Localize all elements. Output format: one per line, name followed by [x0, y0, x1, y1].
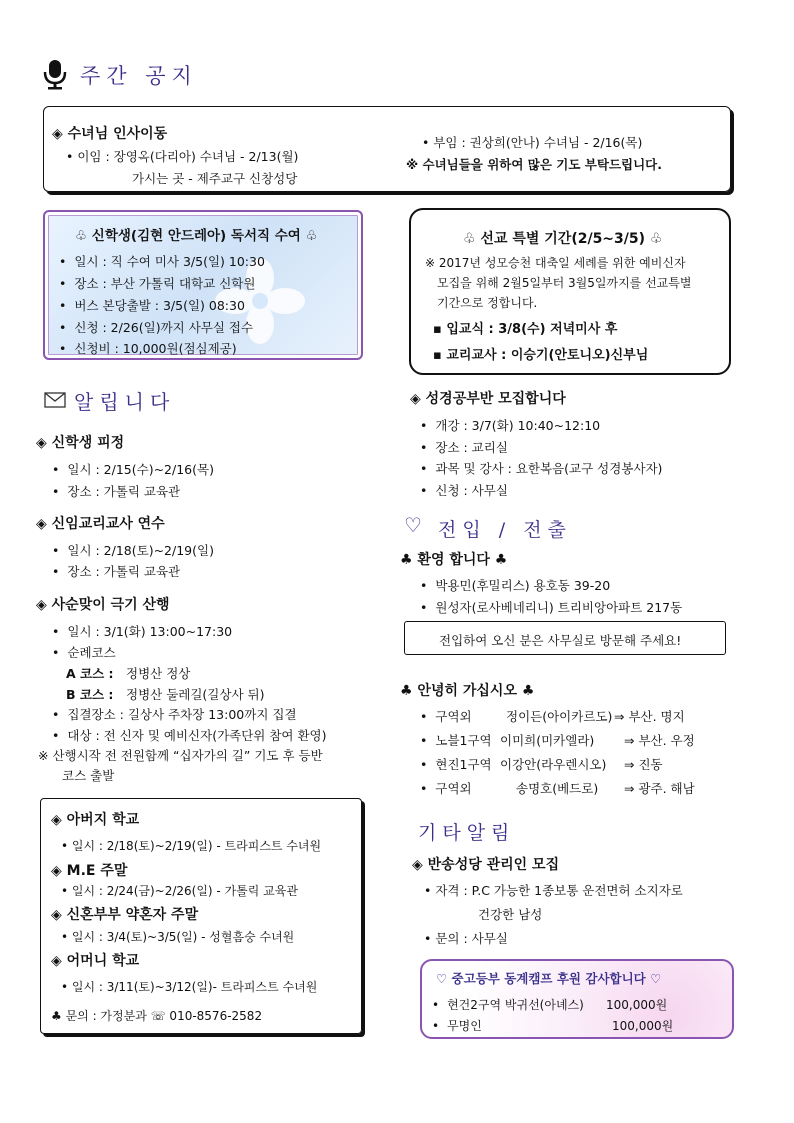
mother-school-title: ◈ 어머니 학교 [51, 953, 140, 969]
mother-school-date: • 일시 : 3/11(토)~3/12(일)- 트라피스트 수녀원 [61, 980, 318, 994]
mission-opening: ▪ 입교식 : 3/8(수) 저녁미사 후 [433, 322, 618, 337]
family-contact: ♣ 문의 : 가정분과 ☏ 010-8576-2582 [51, 1009, 263, 1023]
donor-amount: 100,000원 [606, 998, 668, 1012]
lector-item: • 일시 : 직 수여 미사 3/5(일) 10:30 [59, 252, 265, 270]
lent-hike-date: • 일시 : 3/1(화) 13:00~17:30 [52, 622, 232, 640]
father-school-title: ◈ 아버지 학교 [51, 812, 140, 828]
transfer-out-area: • 노블1구역 [420, 731, 492, 749]
mission-body: 모집을 위해 2월5일부터 3월5일까지를 선교특별 [437, 276, 692, 290]
bible-study-item: • 과목 및 강사 : 요한복음(교구 성경봉사자) [420, 459, 662, 477]
nun-leave-place: 가시는 곳 - 제주교구 신창성당 [132, 171, 298, 186]
course-a-value: 정병산 정상 [126, 666, 191, 681]
lent-hike-note: ※ 산행시작 전 전원함께 “십자가의 길” 기도 후 등반 [38, 748, 323, 763]
lector-item: • 장소 : 부산 가톨릭 대학교 신학원 [59, 274, 255, 292]
bible-study-item: • 개강 : 3/7(화) 10:40~12:10 [420, 416, 600, 434]
manager-qualification: • 자격 : P.C 가능한 1종보통 운전면허 소지자로 [424, 883, 683, 898]
lent-hike-note: 코스 출발 [62, 768, 115, 783]
lent-hike-target: • 대상 : 전 신자 및 예비신자(가족단위 참여 환영) [52, 726, 327, 744]
welcome-title: ♣ 환영 합니다 ♣ [400, 552, 508, 568]
seminar-retreat-item: • 일시 : 2/15(수)~2/16(목) [52, 460, 214, 478]
lent-hike-course: • 순례코스 [52, 643, 116, 661]
couple-weekend-title: ◈ 신혼부부 약혼자 주말 [51, 907, 199, 923]
transfer-out-area: • 구역외 [420, 779, 472, 797]
donor-name: • 현건2구역 박귀선(아녜스) [432, 996, 584, 1013]
course-b-value: 정병산 둘레길(길상사 뒤) [126, 687, 265, 702]
envelope-icon [44, 392, 66, 411]
seminar-retreat-item: • 장소 : 가톨릭 교육관 [52, 482, 180, 500]
bible-study-item: • 장소 : 교리실 [420, 438, 508, 456]
father-school-date: • 일시 : 2/18(토)~2/19(일) - 트라피스트 수녀원 [61, 839, 322, 853]
notices-title: 알립니다 [74, 390, 176, 414]
microphone-icon [40, 58, 70, 90]
transfer-out-area: • 현진1구역 [420, 755, 492, 773]
page-title: 주간 공지 [80, 64, 198, 88]
lent-hike-meet: • 집결장소 : 길상사 주차장 13:00까지 집결 [52, 705, 297, 723]
nun-prayer-note: ※ 수녀님들을 위하여 많은 기도 부탁드립니다. [406, 157, 663, 172]
manager-qualification: 건강한 남성 [478, 907, 543, 922]
mission-body: ※ 2017년 성모승천 대축일 세례를 위한 예비신자 [425, 256, 686, 270]
lector-item: • 신청비 : 10,000원(점심제공) [59, 339, 237, 357]
lector-box [43, 210, 363, 360]
transfer-title: 전입 / 전출 [438, 519, 572, 541]
course-b-label: B 코스 : [66, 687, 114, 702]
catechist-training-item: • 일시 : 2/18(토)~2/19(일) [52, 541, 214, 559]
donor-amount: 100,000원 [612, 1019, 674, 1033]
donor-name: • 무명인 [432, 1017, 482, 1034]
family-programs-box [40, 798, 362, 1034]
me-weekend-title: ◈ M.E 주말 [51, 863, 128, 879]
transfer-out-dest: ⇒ 진동 [624, 757, 663, 772]
manager-contact: • 문의 : 사무실 [424, 931, 508, 946]
mission-body: 기간으로 정합니다. [437, 296, 538, 310]
heart-icon: ♡ [404, 513, 422, 537]
transfer-out-dest: ⇒ 부산. 우정 [624, 733, 695, 748]
mission-box [409, 208, 731, 375]
manager-recruit-title: ◈ 반송성당 관리인 모집 [412, 857, 560, 873]
lent-hike-title: ◈ 사순맞이 극기 산행 [36, 597, 170, 613]
lector-item: • 신청 : 2/26(일)까지 사무실 접수 [59, 318, 253, 336]
donation-box [420, 959, 734, 1039]
transfer-out-dest: ⇒ 광주. 해남 [624, 781, 695, 796]
donation-title: ♡ 중고등부 동계캠프 후원 감사합니다 ♡ [436, 971, 662, 986]
bible-study-title: ◈ 성경공부반 모집합니다 [410, 391, 566, 407]
transfer-out-name: 이미희(미카엘라) [500, 733, 595, 748]
transfer-out-name: 송명호(베드로) [516, 781, 599, 796]
etc-title: 기타알림 [418, 822, 516, 844]
visit-notice: 전입하여 오신 분은 사무실로 방문해 주세요! [439, 633, 682, 648]
transfer-out-name: 정이든(아이카르도) [506, 709, 613, 724]
catechist-training-title: ◈ 신임교리교사 연수 [36, 516, 165, 532]
nun-leave-line: • 이임 : 장영옥(다리아) 수녀님 - 2/13(월) [66, 149, 299, 164]
transfer-out-dest: ⇒ 부산. 명지 [614, 709, 685, 724]
nun-arrive-line: • 부임 : 권상희(안나) 수녀님 - 2/16(목) [422, 135, 643, 150]
me-weekend-date: • 일시 : 2/24(금)~2/26(일) - 가톨릭 교육관 [61, 884, 298, 898]
visit-notice-box [404, 621, 726, 655]
lector-title: ♧ 신학생(김현 안드레아) 독서직 수여 ♧ [75, 228, 318, 244]
farewell-title: ♣ 안녕히 가십시오 ♣ [400, 683, 535, 699]
transfer-out-area: • 구역외 [420, 707, 472, 725]
catechist-training-item: • 장소 : 가톨릭 교육관 [52, 562, 180, 580]
seminar-retreat-title: ◈ 신학생 피정 [36, 435, 125, 451]
transfer-in-item: • 박용민(후밀리스) 용호동 39-20 [420, 576, 610, 594]
nun-transfer-box [43, 106, 731, 192]
transfer-in-item: • 원성자(로사베네리니) 트리비앙아파트 217동 [420, 598, 682, 616]
bible-study-item: • 신청 : 사무실 [420, 481, 508, 499]
course-a-label: A 코스 : [66, 666, 114, 681]
couple-weekend-date: • 일시 : 3/4(토)~3/5(일) - 성혈흠숭 수녀원 [61, 930, 295, 944]
mission-teacher: ▪ 교리교사 : 이승기(안토니오)신부님 [433, 348, 649, 363]
lector-item: • 버스 본당출발 : 3/5(일) 08:30 [59, 296, 245, 314]
nun-transfer-title: ◈ 수녀님 인사이동 [52, 126, 168, 142]
transfer-out-name: 이강안(라우렌시오) [500, 757, 607, 772]
mission-title: ♧ 선교 특별 기간(2/5~3/5) ♧ [463, 231, 663, 247]
